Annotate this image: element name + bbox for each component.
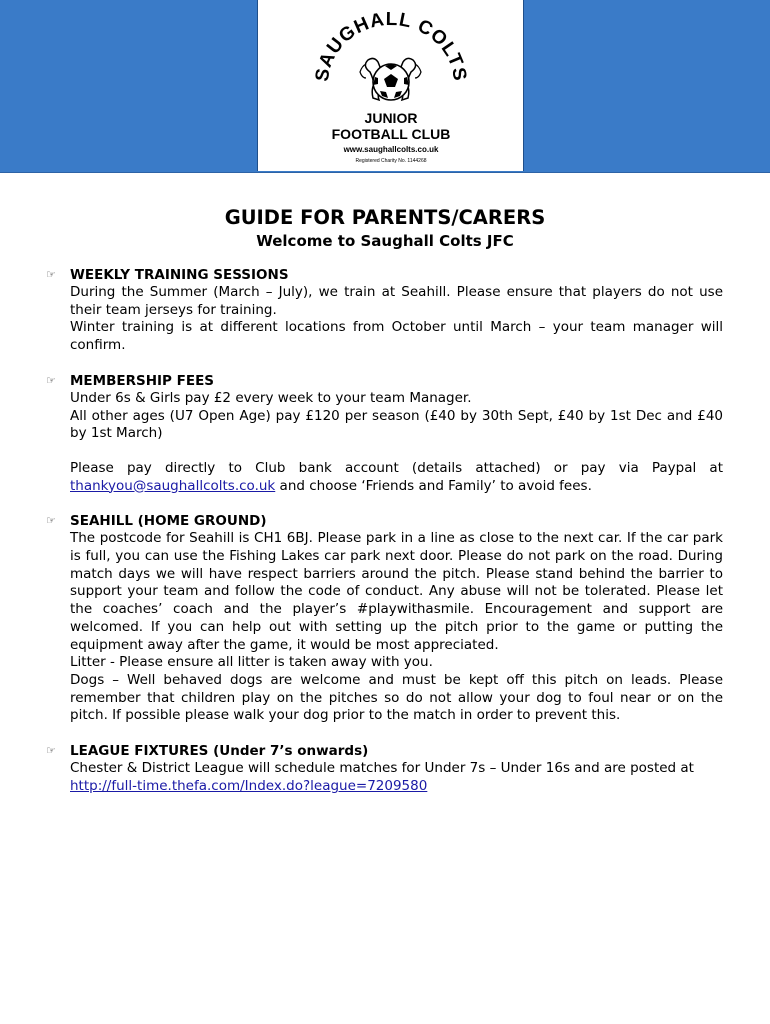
logo-website: www.saughallcolts.co.uk	[343, 145, 439, 154]
section-fees	[0, 372, 723, 496]
section-seahill	[0, 512, 723, 725]
section-paragraph: Dogs – Well behaved dogs are welcome and must be kept off this pitch on leads. Please remember that children play on the pitches so do not allow your dog to foul near or on the pitch. If possible please walk your dog prior to the match in order to prevent this.	[70, 671, 723, 724]
logo-line2: FOOTBALL CLUB	[331, 126, 451, 142]
section-paragraph: All other ages (U7 Open Age) pay £120 per season (£40 by 30th Sept, £40 by 1st Dec and £40 by 1st March)	[70, 407, 723, 442]
page-subtitle: Welcome to Saughall Colts JFC	[256, 232, 514, 250]
football-icon	[373, 64, 409, 100]
section-heading: WEEKLY TRAINING SESSIONS	[70, 267, 289, 283]
section-paragraph: Winter training is at different locations from October until March – your team manager will confirm.	[70, 319, 723, 354]
club-logo	[257, 0, 524, 171]
club-crest-graphic	[258, 0, 523, 171]
logo-arc-text: SAUGHALL COLTS	[311, 8, 471, 83]
section-paragraph: During the Summer (March – July), we train at Seahill. Please ensure that players do not use their team jerseys for training.	[70, 284, 723, 318]
section-fixtures	[0, 742, 723, 795]
header-banner	[0, 0, 770, 173]
payment-text: Please pay directly to Club bank account (details attached) or pay via Paypal at	[70, 459, 723, 476]
section-paragraph: Litter - Please ensure all litter is taken away with you.	[70, 654, 433, 671]
hand-pointer-icon: ☞	[46, 744, 56, 758]
page-title: GUIDE FOR PARENTS/CARERS	[224, 206, 546, 229]
section-paragraph	[70, 778, 723, 796]
section-heading: MEMBERSHIP FEES	[70, 372, 215, 389]
payment-text-end: and choose ‘Friends and Family’ to avoid fees.	[275, 477, 592, 494]
section-paragraph: The postcode for Seahill is CH1 6BJ. Please park in a line as close to the next car. If the car park is full, you can use the Fishing Lakes car park next door. Please do not park on the road. During match days we will have respect barriers around the pitch. Please stand behind the barrier to support your team and follow the code of conduct. Any abuse will not be tolerated. Please let the coaches’ coach and the player’s #playwithasmile. Encouragement and support are welcomed. If you can help out with setting up the pitch prior to the game or putting the equipment away after the game, it would be most appreciated.	[70, 530, 723, 653]
section-training	[0, 266, 723, 355]
guide-content	[0, 266, 770, 812]
section-heading: SEAHILL (HOME GROUND)	[70, 513, 267, 530]
section-paragraph: Under 6s & Girls pay £2 every week to your team Manager.	[70, 389, 472, 406]
hand-pointer-icon: ☞	[46, 268, 56, 281]
hand-pointer-icon: ☞	[46, 373, 56, 387]
hand-pointer-icon: ☞	[46, 514, 56, 528]
section-heading: LEAGUE FIXTURES (Under 7’s onwards)	[70, 743, 369, 760]
section-paragraph	[70, 460, 723, 495]
section-paragraph: Chester & District League will schedule matches for Under 7s – Under 16s and are posted at	[70, 760, 694, 777]
league-fixtures-link[interactable]: http://full-time.thefa.com/Index.do?league=7209580	[70, 777, 428, 794]
email-link[interactable]: thankyou@saughallcolts.co.uk	[70, 477, 276, 494]
logo-charity: Registered Charity No. 1144268	[355, 158, 427, 164]
logo-line1: JUNIOR	[364, 110, 418, 126]
